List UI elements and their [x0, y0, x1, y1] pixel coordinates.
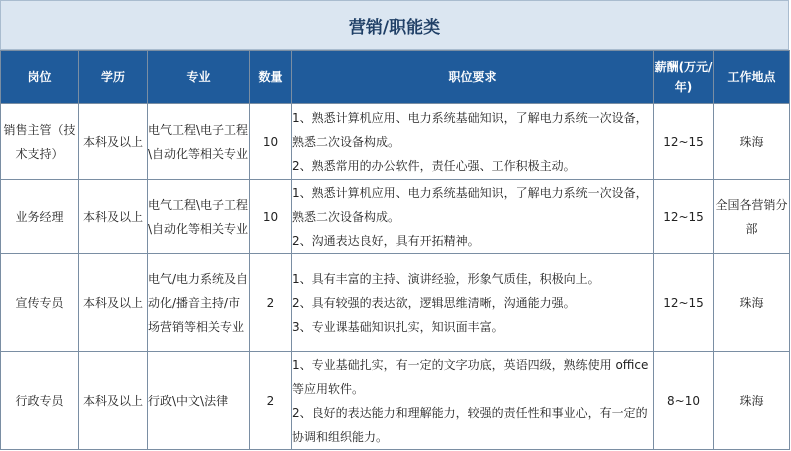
- cell-education: 本科及以上: [79, 104, 148, 180]
- header-count: 数量: [250, 51, 292, 104]
- table-row: [1, 180, 790, 254]
- cell-salary: 8~10: [654, 352, 714, 450]
- cell-position: 宣传专员: [1, 254, 79, 352]
- cell-requirements: [292, 254, 654, 352]
- cell-location: 珠海: [714, 254, 790, 352]
- requirement-line: 2、熟悉常用的办公软件，责任心强、工作积极主动。: [292, 158, 576, 173]
- cell-salary: 12~15: [654, 104, 714, 180]
- cell-salary: 12~15: [654, 180, 714, 254]
- cell-major: 电气/电力系统及自动化/播音主持/市场营销等相关专业: [148, 254, 250, 352]
- table-row: [1, 254, 790, 352]
- cell-requirements: [292, 352, 654, 450]
- cell-education: 本科及以上: [79, 254, 148, 352]
- requirement-line: 3、专业课基础知识扎实，知识面丰富。: [292, 319, 504, 334]
- table-row: [1, 104, 790, 180]
- table-row: [1, 352, 790, 450]
- header-position: 岗位: [1, 51, 79, 104]
- requirement-line: 1、熟悉计算机应用、电力系统基础知识，了解电力系统一次设备，熟悉二次设备构成。: [292, 185, 648, 224]
- header-major: 专业: [148, 51, 250, 104]
- cell-position: 业务经理: [1, 180, 79, 254]
- requirement-line: 1、熟悉计算机应用、电力系统基础知识，了解电力系统一次设备，熟悉二次设备构成。: [292, 110, 648, 149]
- requirement-line: 1、专业基础扎实，有一定的文字功底，英语四级，熟练使用 office 等应用软件。: [292, 357, 649, 396]
- cell-position: 行政专员: [1, 352, 79, 450]
- cell-salary: 12~15: [654, 254, 714, 352]
- requirement-line: 2、沟通表达良好，具有开拓精神。: [292, 233, 480, 248]
- cell-location: 珠海: [714, 352, 790, 450]
- sheet-title: 营销/职能类: [0, 0, 789, 50]
- header-row: [1, 51, 790, 104]
- cell-education: 本科及以上: [79, 352, 148, 450]
- requirement-line: 1、具有丰富的主持、演讲经验，形象气质佳，积极向上。: [292, 271, 600, 286]
- job-table: [0, 50, 790, 450]
- requirement-line: 2、具有较强的表达欲，逻辑思维清晰，沟通能力强。: [292, 295, 576, 310]
- header-education: 学历: [79, 51, 148, 104]
- cell-location: 珠海: [714, 104, 790, 180]
- cell-requirements: [292, 104, 654, 180]
- cell-count: 10: [250, 104, 292, 180]
- requirement-line: 2、良好的表达能力和理解能力，较强的责任性和事业心，有一定的协调和组织能力。: [292, 405, 648, 444]
- cell-location: 全国各营销分部: [714, 180, 790, 254]
- cell-major: 行政\中文\法律: [148, 352, 250, 450]
- header-location: 工作地点: [714, 51, 790, 104]
- cell-major: 电气工程\电子工程\自动化等相关专业: [148, 104, 250, 180]
- cell-count: 2: [250, 254, 292, 352]
- cell-major: 电气工程\电子工程\自动化等相关专业: [148, 180, 250, 254]
- cell-education: 本科及以上: [79, 180, 148, 254]
- cell-count: 2: [250, 352, 292, 450]
- header-salary: 薪酬(万元/年): [654, 51, 714, 104]
- cell-count: 10: [250, 180, 292, 254]
- header-requirements: 职位要求: [292, 51, 654, 104]
- cell-position: 销售主管（技术支持）: [1, 104, 79, 180]
- cell-requirements: [292, 180, 654, 254]
